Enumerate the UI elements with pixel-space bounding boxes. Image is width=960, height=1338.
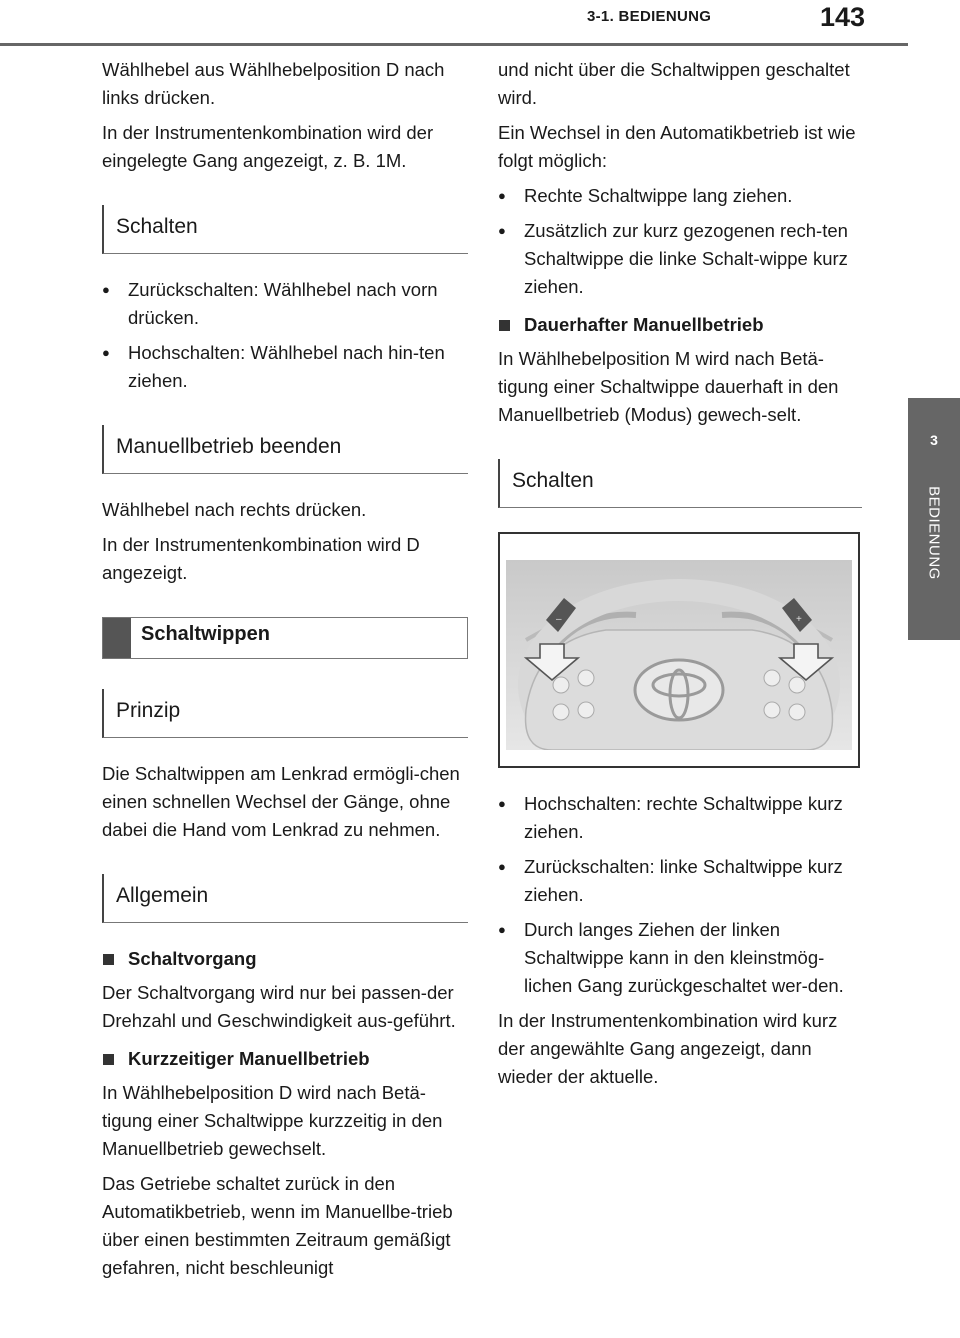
square-bullet-icon — [499, 320, 510, 331]
paragraph: In der Instrumentenkombination wird D angezeigt. — [102, 534, 420, 583]
list-item: ● Durch langes Ziehen der linken Schaltwippe kann in den kleinstmög-lichen Gang zurückgeschaltet wer-den. — [498, 916, 862, 1000]
paragraph: In der Instrumentenkombination wird kurz der angewählte Gang angezeigt, dann wieder der aktuelle. — [498, 1010, 838, 1087]
paddle-plus-label: + — [796, 614, 802, 625]
paragraph: Ein Wechsel in den Automatikbetrieb ist wie folgt möglich: — [498, 122, 856, 171]
subheading-text: Schaltvorgang — [128, 948, 257, 969]
heading-text: Schaltwippen — [141, 623, 270, 645]
list-item: ● Hochschalten: rechte Schaltwippe kurz ziehen. — [498, 790, 862, 846]
left-column — [102, 56, 468, 1289]
paragraph: Wählhebel nach rechts drücken. — [102, 499, 367, 520]
bullet-list — [498, 790, 862, 1000]
list-item: ● Zusätzlich zur kurz gezogenen rech-ten Schaltwippe die linke Schalt-wippe kurz ziehen. — [498, 217, 862, 301]
bullet-list — [498, 182, 862, 301]
section-heading-allgemein: Allgemein — [102, 874, 468, 923]
paragraph: In der Instrumentenkombination wird der eingelegte Gang angezeigt, z. B. 1M. — [102, 122, 434, 171]
steering-wheel-paddles-illustration — [498, 532, 860, 768]
section-heading-schalten: Schalten — [498, 459, 862, 508]
steering-wheel-image — [506, 560, 852, 750]
chapter-side-tab — [908, 398, 960, 640]
list-item: ● Zurückschalten: Wählhebel nach vorn drücken. — [102, 276, 468, 332]
bullet-list — [102, 276, 468, 395]
subheading-dauerhafter-manuellbetrieb — [498, 311, 862, 339]
paragraph: Der Schaltvorgang wird nur bei passen-der Drehzahl und Geschwindigkeit aus-geführt. — [102, 982, 456, 1031]
subheading-text: Kurzzeitiger Manuellbetrieb — [128, 1048, 370, 1069]
page-number: 143 — [820, 2, 866, 32]
paragraph: In Wählhebelposition D wird nach Betä-tigung einer Schaltwippe kurzzeitig in den Manuellbetrieb gewechselt. — [102, 1082, 443, 1159]
chapter-label: BEDIENUNG — [925, 486, 943, 580]
paragraph: Wählhebel aus Wählhebelposition D nach links drücken. — [102, 59, 445, 108]
chapter-heading-schaltwippen — [102, 617, 468, 659]
section-heading-schalten: Schalten — [102, 205, 468, 254]
paragraph: Die Schaltwippen am Lenkrad ermögli-chen einen schnellen Wechsel der Gänge, ohne dabei die Hand vom Lenkrad zu nehmen. — [102, 763, 460, 840]
square-bullet-icon — [103, 954, 114, 965]
right-column — [498, 56, 862, 1098]
heading-bar — [103, 618, 131, 658]
subheading-schaltvorgang — [102, 945, 468, 973]
chapter-number: 3 — [930, 432, 938, 448]
paragraph: und nicht über die Schaltwippen geschaltet wird. — [498, 59, 850, 108]
list-item: ● Rechte Schaltwippe lang ziehen. — [498, 182, 862, 210]
subheading-text: Dauerhafter Manuellbetrieb — [524, 314, 764, 335]
paragraph: In Wählhebelposition M wird nach Betä-tigung einer Schaltwippe dauerhaft in den Manuellbetrieb (Modus) gewech-selt. — [498, 348, 839, 425]
list-item: ● Hochschalten: Wählhebel nach hin-ten ziehen. — [102, 339, 468, 395]
header-rule — [0, 43, 908, 46]
paragraph: Das Getriebe schaltet zurück in den Automatikbetrieb, wenn im Manuellbe-trieb über einen bestimmten Zeitraum gemäßigt gefahren, nicht beschleunigt — [102, 1173, 453, 1278]
section-title: 3-1. BEDIENUNG — [587, 8, 712, 25]
list-item: ● Zurückschalten: linke Schaltwippe kurz ziehen. — [498, 853, 862, 909]
section-heading-prinzip: Prinzip — [102, 689, 468, 738]
toyota-logo-icon — [635, 660, 723, 720]
subheading-kurzzeitiger-manuellbetrieb — [102, 1045, 468, 1073]
square-bullet-icon — [103, 1054, 114, 1065]
section-heading-manuellbetrieb-beenden: Manuellbetrieb beenden — [102, 425, 468, 474]
paddle-minus-label: – — [556, 614, 562, 625]
